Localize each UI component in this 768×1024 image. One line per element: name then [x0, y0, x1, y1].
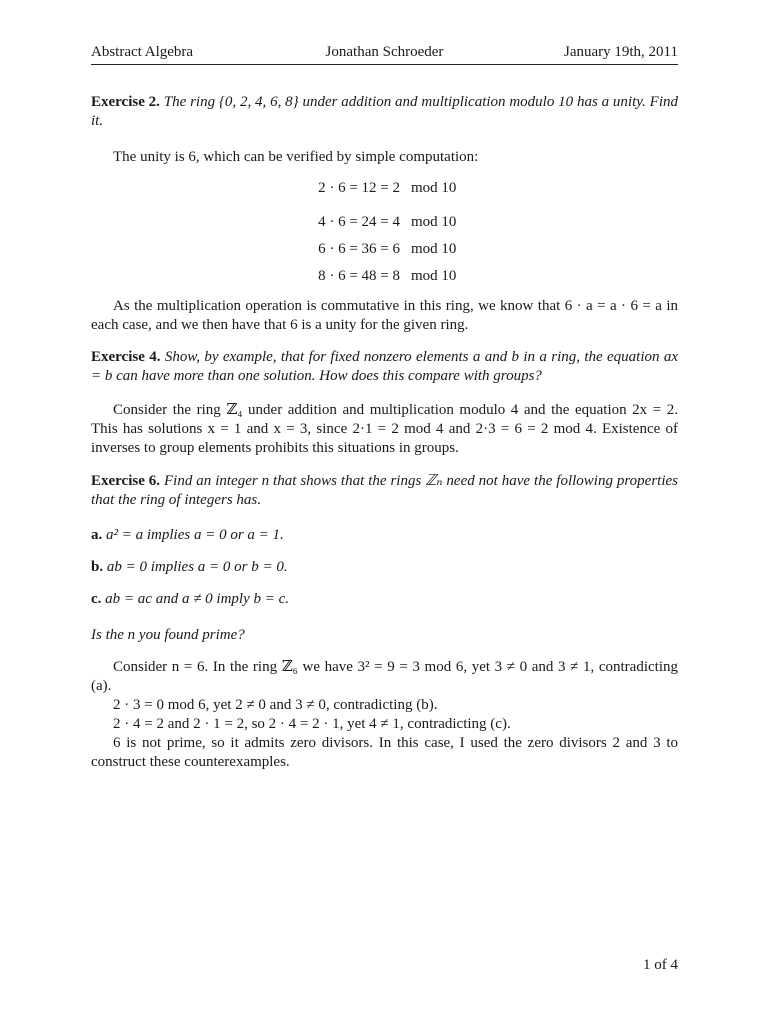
exercise-4-text: Show, by example, that for fixed nonzero elements a and b in a ring, the equation ax = b can have more than one solution. How does this compare with groups?: [91, 349, 679, 384]
exercise-2-conclusion: As the multiplication operation is commutative in this ring, we know that 6 · a = a · 6 = a in each case, and we then have that 6 is a unity for the given ring.: [91, 298, 678, 333]
equation-lhs: 6 · 6 = 36 = 6: [318, 241, 400, 257]
exercise-4-statement: [91, 348, 678, 386]
exercise-6-label: Exercise 6.: [91, 473, 161, 489]
exercise-2-answer-intro: The unity is 6, which can be verified by simple computation:: [113, 149, 479, 165]
equation-mod: mod 10: [411, 180, 457, 196]
property-item-c: c. ab = ac and a ≠ 0 imply b = c.: [91, 591, 290, 607]
answer-line: 2 · 4 = 2 and 2 · 1 = 2, so 2 · 4 = 2 · 1, yet 4 ≠ 1, contradicting (c).: [113, 716, 511, 732]
header-course: Abstract Algebra: [91, 44, 194, 60]
page-number: 1 of 4: [643, 957, 678, 973]
exercise-6-statement: [91, 472, 678, 510]
header-author: Jonathan Schroeder: [325, 44, 444, 60]
exercise-2-label: Exercise 2.: [91, 94, 160, 110]
equation-lhs: 4 · 6 = 24 = 4: [318, 214, 400, 230]
answer-line: 2 · 3 = 0 mod 6, yet 2 ≠ 0 and 3 ≠ 0, contradicting (b).: [113, 697, 438, 713]
property-item-b: b. ab = 0 implies a = 0 or b = 0.: [91, 559, 288, 575]
equation-mod: mod 10: [411, 214, 457, 230]
exercise-6-question: Is the n you found prime?: [91, 627, 245, 643]
exercise-4-label: Exercise 4.: [91, 349, 161, 365]
exercise-6-answer: [91, 658, 678, 772]
exercise-2-statement: [91, 93, 678, 131]
property-item-a: a. a² = a implies a = 0 or a = 1.: [91, 527, 284, 543]
answer-line: Consider n = 6. In the ring ℤ₆ we have 3² = 9 = 3 mod 6, yet 3 ≠ 0 and 3 ≠ 1, contradicting (a).: [91, 659, 678, 694]
exercise-2-text: The ring {0, 2, 4, 6, 8} under addition and multiplication modulo 10 has a unity. Find it.: [91, 94, 678, 129]
exercise-6-text: Find an integer n that shows that the rings ℤₙ need not have the following properties that the ring of integers has.: [91, 473, 678, 508]
equation-mod: mod 10: [411, 268, 457, 284]
equation-mod: mod 10: [411, 241, 457, 257]
equation-lhs: 8 · 6 = 48 = 8: [318, 268, 400, 284]
answer-line: 6 is not prime, so it admits zero divisors. In this case, I used the zero divisors 2 and 3 to construct these counterexamples.: [91, 735, 678, 770]
equation-lhs: 2 · 6 = 12 = 2: [318, 180, 400, 196]
exercise-4-answer: Consider the ring ℤ₄ under addition and multiplication modulo 4 and the equation 2x = 2. This has solutions x = 1 and x = 3, since 2·1 = 2 mod 4 and 2·3 = 6 = 2 mod 4. Existence of inverses to group elements prohibits this situations in groups.: [91, 402, 678, 456]
page-header: [91, 44, 678, 65]
header-date: January 19th, 2011: [563, 44, 678, 60]
